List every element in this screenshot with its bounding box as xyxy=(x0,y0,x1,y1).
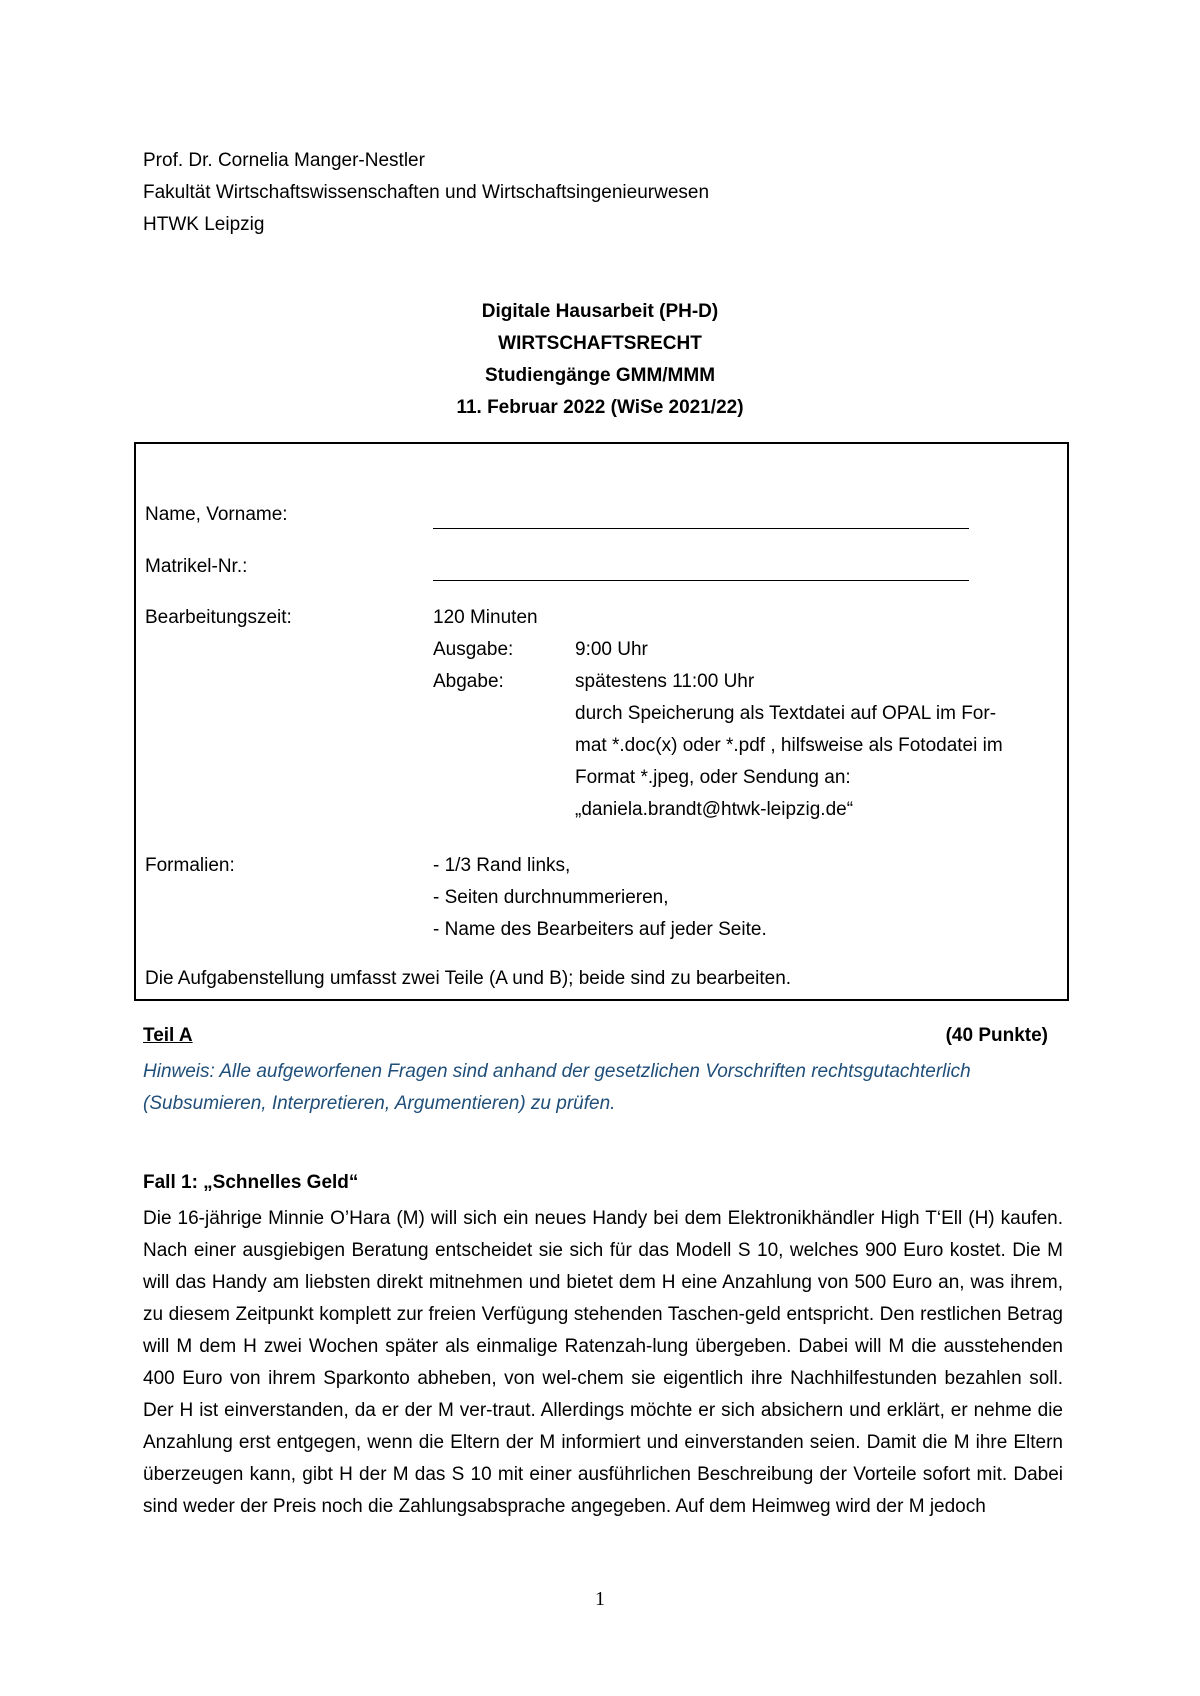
abgabe-label: Abgabe: xyxy=(433,671,504,692)
matrikel-entry-line[interactable] xyxy=(433,580,969,581)
matrikel-label: Matrikel-Nr.: xyxy=(145,556,248,577)
abgabe-email: „daniela.brandt@htwk-leipzig.de“ xyxy=(575,799,854,820)
faculty-name: Fakultät Wirtschaftswissenschaften und Wirtschaftsingenieurwesen xyxy=(143,182,710,203)
abgabe-line: Format *.jpeg, oder Sendung an: xyxy=(575,767,851,788)
ausgabe-label: Ausgabe: xyxy=(433,639,514,660)
exam-info-box xyxy=(134,442,1069,1001)
ausgabe-value: 9:00 Uhr xyxy=(575,639,648,660)
author-name: Prof. Dr. Cornelia Manger-Nestler xyxy=(143,150,425,171)
task-note: Die Aufgabenstellung umfasst zwei Teile (A und B); beide sind zu bearbeiten. xyxy=(145,968,792,989)
teil-a-points: (40 Punkte) xyxy=(945,1025,1048,1046)
formalien-line: - Name des Bearbeiters auf jeder Seite. xyxy=(433,919,767,940)
teil-a-hint: Hinweis: Alle aufgeworfenen Fragen sind anhand der gesetzlichen Vorschriften rechtsgutachterlich (Subsumieren, Interpretieren, Argumentieren) zu prüfen. xyxy=(143,1061,971,1114)
zeit-value: 120 Minuten xyxy=(433,607,538,628)
zeit-label: Bearbeitungszeit: xyxy=(145,607,292,628)
exam-date: 11. Februar 2022 (WiSe 2021/22) xyxy=(456,397,744,418)
exam-subject: WIRTSCHAFTSRECHT xyxy=(498,333,702,354)
formalien-line: - 1/3 Rand links, xyxy=(433,855,571,876)
formalien-line: - Seiten durchnummerieren, xyxy=(433,887,669,908)
exam-title: Digitale Hausarbeit (PH-D) xyxy=(481,301,719,322)
fall-1-title: Fall 1: „Schnelles Geld“ xyxy=(143,1172,359,1193)
name-label: Name, Vorname: xyxy=(145,504,288,525)
exam-programs: Studiengänge GMM/MMM xyxy=(484,365,716,386)
abgabe-line: spätestens 11:00 Uhr xyxy=(575,671,755,692)
abgabe-line: durch Speicherung als Textdatei auf OPAL im For- xyxy=(575,703,997,724)
page-number: 1 xyxy=(595,1588,605,1610)
institution-name: HTWK Leipzig xyxy=(143,214,265,235)
teil-a-heading: Teil A xyxy=(143,1025,193,1046)
author-header xyxy=(143,145,709,241)
formalien-label: Formalien: xyxy=(145,855,235,876)
exam-title-block xyxy=(0,296,1200,424)
abgabe-line: mat *.doc(x) oder *.pdf , hilfsweise als Fotodatei im xyxy=(575,735,1003,756)
fall-1-text: Die 16-jährige Minnie O’Hara (M) will sich ein neues Handy bei dem Elektronikhändler High T‘Ell (H) kaufen. Nach einer ausgiebigen Beratung entscheidet sie sich für das Modell S 10, welches 900 Euro kostet. Die M will das Handy am liebsten direkt mitnehmen und bietet dem H eine Anzahlung von 500 Euro an, was ihrem, zu diesem Zeitpunkt komplett zur freien Verfügung stehenden Taschen-geld entspricht. Den restlichen Betrag will M dem H zwei Wochen später als einmalige Ratenzah-lung übergeben. Dabei will M die ausstehenden 400 Euro von ihrem Sparkonto abheben, von wel-chem sie eigentlich ihre Nachhilfestunden bezahlen soll. Der H ist einverstanden, da er der M ver-traut. Allerdings möchte er sich absichern und erklärt, er nehme die Anzahlung erst entgegen, wenn die Eltern der M informiert und einverstanden seien. Damit die M ihre Eltern überzeugen kann, gibt H der M das S 10 mit einer ausführlichen Beschreibung der Vorteile sofort mit. Dabei sind weder der Preis noch die Zahlungsabsprache angegeben. Auf dem Heimweg wird der M jedoch xyxy=(143,1208,1063,1517)
name-entry-line[interactable] xyxy=(433,528,969,529)
